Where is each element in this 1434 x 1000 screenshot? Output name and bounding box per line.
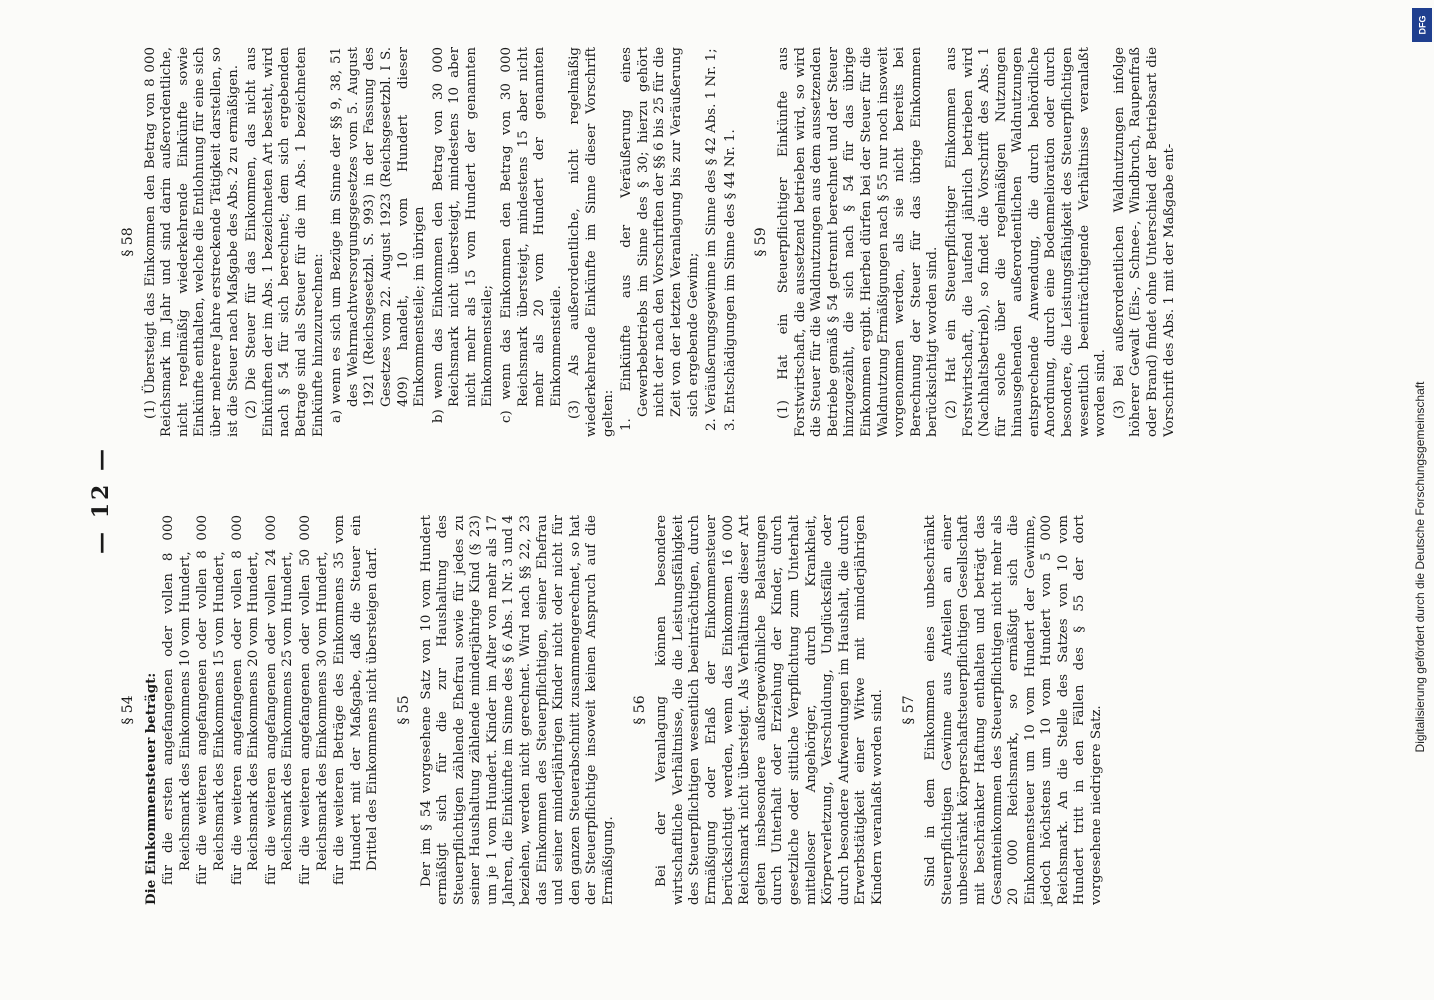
section-heading-59: § 59	[753, 227, 770, 257]
section-heading-57: § 57	[900, 695, 917, 725]
s58-numbered-item: 3. Entschädigungen im Sinne des § 44 Nr. 1.	[722, 129, 738, 431]
s58-numbered-item: 2. Veräußerungsgewinne im Sinne des § 42 Abs. 1 Nr. 1;	[704, 48, 720, 431]
digitization-credit: Digitalisierung gefördert durch die Deutsche Forschungsgemeinschaft	[1413, 381, 1427, 753]
s59-paragraph-2: (2) Hat ein Steuerpflichtiger Einkommen aus Forstwirtschaft, die laufend jährlich betrieben wird (Nachhaltsbetrieb), so findet die Vorschrift des Abs. 1 für solche über die regelmäßigen Nutzungen hinausgehenden außerordentlichen Waldnutzungen entsprechende Anwendung, die durch behördliche Anordnung, durch eine Bodenmelioration oder durch besondere, die Leistungsfähigkeit des Steuerpflichtigen wesentlich beeinträchtigende Verhältnisse veranlaßt worden sind.	[943, 47, 1109, 437]
s54-item: für die ersten angefangenen oder vollen 8 000 Reichsmark des Einkommens 10 vom Hundert,	[161, 515, 193, 885]
s55-text: Der im § 54 vorgesehene Satz von 10 vom Hundert ermäßigt sich für die zur Haushaltung des Steuerpflichtigen zählende Ehefrau sowie für jedes zu seiner Haushaltung zählende minderjährige Kind (§ 23) um je 1 vom Hundert. Kinder im Alter von mehr als 17 Jahren, die Einkünfte im Sinne des § 6 Abs. 1 Nr. 3 und 4 beziehen, werden nicht gerechnet. Wird nach §§ 22, 23 das Einkommen des Steuerpflichtigen, seiner Ehefrau und seiner minderjährigen Kinder nicht oder nicht für den ganzen Steuerabschnitt zusammengerechnet, so hat der Steuerpflichtige insoweit keinen Anspruch auf die Ermäßigung.	[418, 515, 617, 905]
section-heading-55: § 55	[395, 695, 412, 725]
s58-paragraph-3: (3) Als außerordentliche, nicht regelmäßig wiederkehrende Einkünfte im Sinne dieser Vorschrift gelten:	[567, 47, 616, 437]
s59-paragraph-3: (3) Bei außerordentlichen Waldnutzungen infolge höherer Gewalt (Eis-, Schnee-, Windbruch, Raupenfraß oder Brand) findet ohne Unterschied der Betriebsart die Vorschrift des Abs. 1 mit der Maßgabe ent-	[1111, 47, 1177, 437]
section-heading-54: § 54	[120, 695, 136, 725]
section-heading-58: § 58	[120, 227, 136, 257]
s58-sub-item: c) wenn das Einkommen den Betrag von 30 000 Reichsmark übersteigt, mindestens 15 aber nicht mehr als 20 vom Hundert der genannten Einkommensteile.	[499, 47, 564, 423]
s58-numbered-item: 1. Einkünfte aus der Veräußerung eines Gewerbebetriebs im Sinne des § 30; hierzu gehört nicht der nach den Vorschriften der §§ 6 bis 25 für die Zeit von der letzten Veranlagung bis zur Veräußerung sich ergebende Gewinn;	[619, 47, 701, 431]
digitization-sidebar	[1410, 0, 1434, 1000]
s59-paragraph-1: (1) Hat ein Steuerpflichtiger Einkünfte aus Forstwirtschaft, die aussetzend betrieben wird, so wird die Steuer für die Waldnutzungen aus dem aussetzenden Betriebe gemäß § 54 getrennt berechnet und der Steuer hinzugezählt, die sich nach § 54 für das übrige Einkommen ergibt. Hierbei dürfen bei der Steuer für die Waldnutzung Ermäßigungen nach § 55 nur noch insoweit vorgenommen werden, als sie nicht bereits bei Berechnung der Steuer für das übrige Einkommen berücksichtigt worden sind.	[775, 47, 941, 437]
s58-sub-item: b) wenn das Einkommen den Betrag von 30 000 Reichsmark nicht übersteigt, mindestens 10 aber nicht mehr als 15 vom Hundert der genannten Einkommensteile;	[430, 47, 496, 423]
s56-text: Bei der Veranlagung können besondere wirtschaftliche Verhältnisse, die die Leistungsfähigkeit des Steuerpflichtigen wesentlich beeinträchtigen, durch Ermäßigung oder Erlaß der Einkommensteuer berücksichtigt werden, wenn das Einkommen 16 000 Reichsmark nicht übersteigt. Als Verhältnisse dieser Art gelten insbesondere außergewöhnliche Belastungen durch Unterhalt oder Erziehung der Kinder, durch gesetzliche oder sittliche Verpflichtung zum Unterhalt mittelloser Angehöriger, durch Krankheit, Körperverletzung, Verschuldung, Unglücksfälle oder durch besondere Aufwendungen im Haushalt, die durch Erwerbstätigkeit einer Witwe mit minderjährigen Kindern veranlaßt worden sind.	[654, 515, 885, 905]
page-number: — 12 —	[88, 446, 114, 554]
s54-item: für die weiteren Beträge des Einkommens 35 vom Hundert mit der Maßgabe, daß die Steuer ein Drittel des Einkommens nicht übersteigen darf.	[332, 515, 381, 885]
s54-item: für die weiteren angefangenen oder vollen 24 000 Reichsmark des Einkommens 25 vom Hundert,	[263, 515, 296, 885]
s54-item: für die weiteren angefangenen oder vollen 8 000 Reichsmark des Einkommens 20 vom Hundert,	[229, 515, 262, 885]
section-heading-56: § 56	[631, 695, 648, 725]
dfg-logo: DFG	[1412, 8, 1432, 42]
s58-paragraph-2: (2) Die Steuer für das Einkommen, das nicht aus Einkünften der im Abs. 1 bezeichneten Art besteht, wird nach § 54 für sich berechnet; dem sich ergebenden Betrage sind als Steuer für die im Abs. 1 bezeichneten Einkünfte hinzuzurechnen:	[244, 47, 326, 437]
s58-sub-item: a) wenn es sich um Bezüge im Sinne der §§ 9, 38, 51 des Wehrmachtversorgungsgesetzes vom 5. August 1921 (Reichsgesetzbl. S. 993) in der Fassung des Gesetzes vom 22. August 1923 (Reichsgesetzbl. I S. 409) handelt, 10 vom Hundert dieser Einkommensteile; im übrigen	[329, 47, 428, 423]
s57-text: Sind in dem Einkommen eines unbeschränkt Steuerpflichtigen Gewinne aus Anteilen an einer unbeschränkt körperschaftsteuerpflichtigen Gesellschaft mit beschränkter Haftung enthalten und beträgt das Gesamteinkommen des Steuerpflichtigen nicht mehr als 20 000 Reichsmark, so ermäßigt sich die Einkommensteuer um 10 vom Hundert der Gewinne, jedoch höchstens um 10 vom Hundert von 5 000 Reichsmark. An die Stelle des Satzes von 10 vom Hundert tritt in den Fällen des § 55 der dort vorgesehene niedrigere Satz.	[923, 515, 1105, 905]
right-column	[120, 47, 1180, 437]
s58-paragraph-1: (1) Übersteigt das Einkommen den Betrag von 8 000 Reichsmark im Jahr und sind darin außerordentliche, nicht regelmäßig wiederkehrende Einkünfte sowie Einkünfte enthalten, welche die Entlohnung für eine sich über mehrere Jahre erstreckende Tätigkeit darstellen, so ist die Steuer nach Maßgabe des Abs. 2 zu ermäßigen.	[142, 47, 241, 437]
s54-item: für die weiteren angefangenen oder vollen 8 000 Reichsmark des Einkommens 15 vom Hundert,	[195, 515, 227, 885]
left-column	[120, 515, 1108, 905]
s54-intro: Die Einkommensteuer beträgt:	[142, 672, 159, 905]
s54-item: für die weiteren angefangenen oder vollen 50 000 Reichsmark des Einkommens 30 vom Hundert,	[297, 515, 330, 885]
